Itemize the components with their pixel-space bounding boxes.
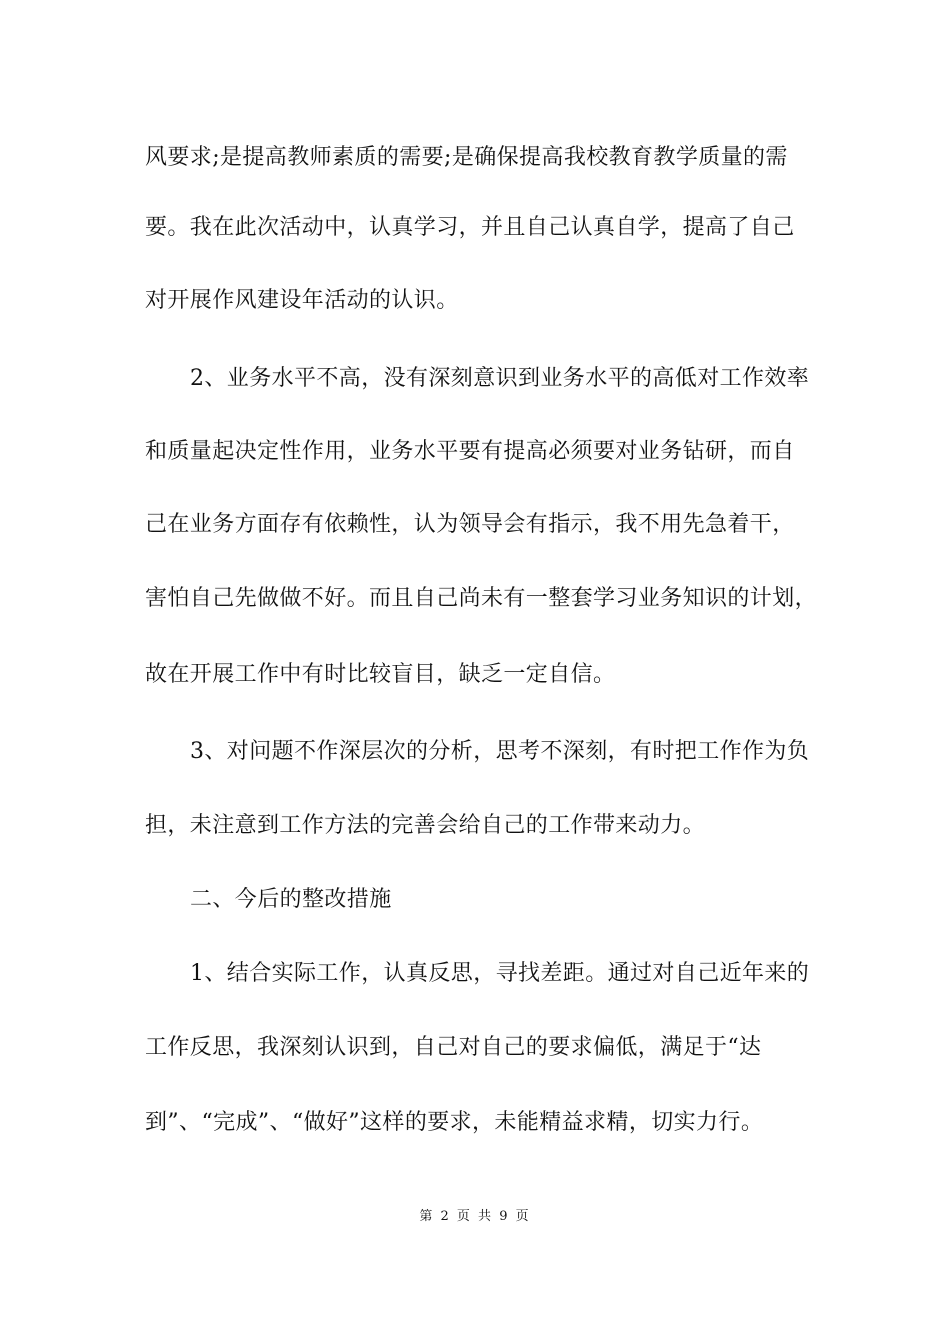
text-line: 害怕自己先做做不好。而且自己尚未有一整套学习业务知识的计划， [145, 586, 818, 611]
page-number: 第 2 页 共 9 页 [419, 1209, 531, 1224]
section-heading: 二、今后的整改措施 [190, 887, 392, 912]
text-line: 要。我在此次活动中，认真学习，并且自己认真自学，提高了自己 [145, 215, 795, 240]
measure-1-start: 1、结合实际工作，认真反思，寻找差距。通过对自己近年来的 [190, 961, 810, 986]
text-line: 到”、“完成”、“做好”这样的要求，未能精益求精，切实力行。 [145, 1110, 764, 1135]
text-line: 对开展作风建设年活动的认识。 [145, 288, 459, 313]
text-line: 故在开展工作中有时比较盲目，缺乏一定自信。 [145, 662, 616, 687]
text-line: 风要求;是提高教师素质的需要;是确保提高我校教育教学质量的需 [145, 145, 788, 170]
text-line: 己在业务方面存有依赖性，认为领导会有指示，我不用先急着干， [145, 512, 795, 537]
text-line: 工作反思，我深刻认识到，自己对自己的要求偏低，满足于“达 [145, 1035, 762, 1060]
paragraph-2-start: 2、业务水平不高，没有深刻意识到业务水平的高低对工作效率 [190, 366, 810, 391]
text-line: 和质量起决定性作用，业务水平要有提高必须要对业务钻研，而自 [145, 439, 795, 464]
paragraph-3-start: 3、对问题不作深层次的分析，思考不深刻，有时把工作作为负 [190, 739, 810, 764]
text-line: 担，未注意到工作方法的完善会给自己的工作带来动力。 [145, 813, 706, 838]
